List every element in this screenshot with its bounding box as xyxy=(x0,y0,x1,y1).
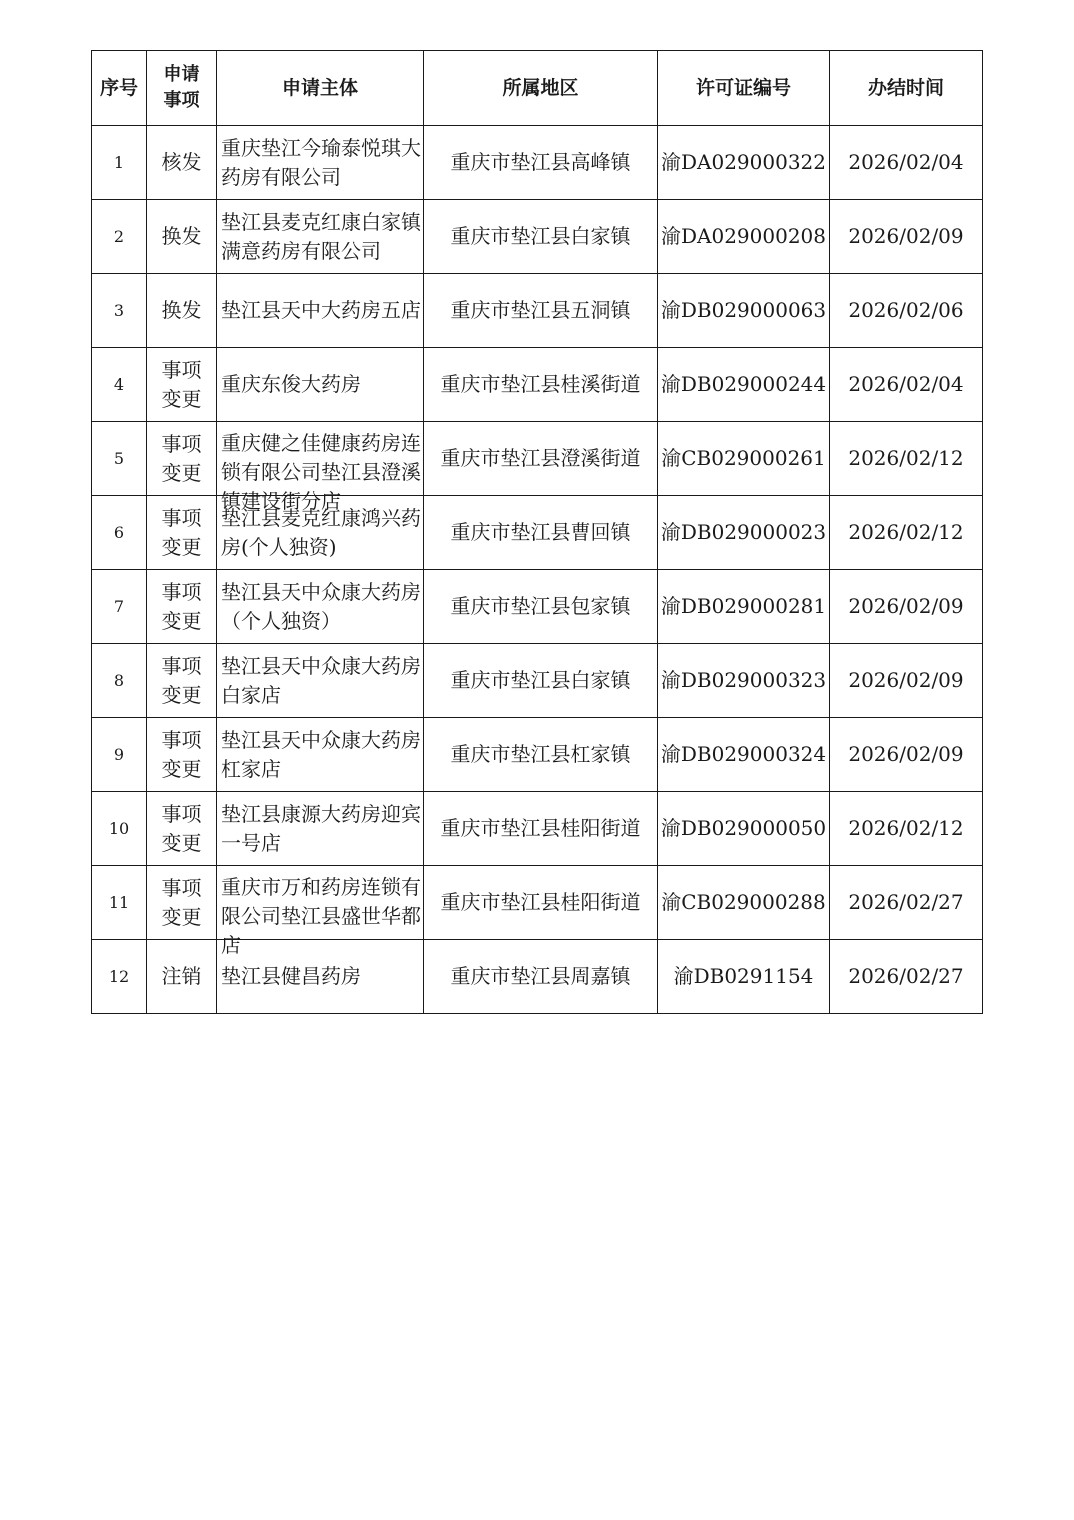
cell-item xyxy=(147,496,217,570)
cell-date: 2026/02/06 xyxy=(830,274,983,348)
cell-region: 重庆市垫江县包家镇 xyxy=(424,570,658,644)
cell-license: 渝DB029000324 xyxy=(658,718,830,792)
cell-entity xyxy=(217,792,424,866)
cell-entity xyxy=(217,200,424,274)
cell-entity-text: 垫江县天中众康大药房（个人独资） xyxy=(221,579,421,633)
cell-item-text: 事项变更 xyxy=(161,875,202,929)
cell-entity xyxy=(217,718,424,792)
cell-item-text: 事项变更 xyxy=(161,505,202,559)
cell-item xyxy=(147,200,217,274)
cell-entity-text: 重庆市万和药房连锁有限公司垫江县盛世华都店 xyxy=(221,874,421,957)
header-entity: 申请主体 xyxy=(217,51,424,126)
cell-item-text: 事项变更 xyxy=(161,801,202,855)
cell-item-text: 事项变更 xyxy=(161,653,202,707)
cell-entity xyxy=(217,274,424,348)
cell-item-text: 注销 xyxy=(161,964,202,988)
cell-item xyxy=(147,866,217,940)
cell-region: 重庆市垫江县曹回镇 xyxy=(424,496,658,570)
cell-no: 8 xyxy=(92,644,147,718)
cell-item-text: 事项变更 xyxy=(161,357,202,411)
cell-item-text: 核发 xyxy=(161,150,202,174)
cell-license: 渝DB029000023 xyxy=(658,496,830,570)
cell-date: 2026/02/12 xyxy=(830,496,983,570)
cell-no: 1 xyxy=(92,126,147,200)
cell-date: 2026/02/09 xyxy=(830,644,983,718)
cell-entity-text: 垫江县麦克红康白家镇满意药房有限公司 xyxy=(221,209,421,263)
cell-entity xyxy=(217,940,424,1014)
table-row xyxy=(92,422,983,496)
cell-entity-text: 垫江县天中大药房五店 xyxy=(221,298,421,322)
table-row xyxy=(92,792,983,866)
cell-entity-text: 重庆健之佳健康药房连锁有限公司垫江县澄溪镇建设街分店 xyxy=(221,430,421,513)
cell-region: 重庆市垫江县周嘉镇 xyxy=(424,940,658,1014)
cell-entity xyxy=(217,496,424,570)
cell-entity-text: 重庆东俊大药房 xyxy=(221,372,361,396)
cell-region: 重庆市垫江县桂溪街道 xyxy=(424,348,658,422)
cell-region: 重庆市垫江县桂阳街道 xyxy=(424,866,658,940)
cell-date: 2026/02/12 xyxy=(830,422,983,496)
header-item-label: 申请事项 xyxy=(163,64,200,111)
cell-entity xyxy=(217,126,424,200)
cell-region: 重庆市垫江县杠家镇 xyxy=(424,718,658,792)
cell-item-text: 事项变更 xyxy=(161,431,202,485)
cell-region: 重庆市垫江县高峰镇 xyxy=(424,126,658,200)
table-row xyxy=(92,496,983,570)
cell-entity-text: 垫江县康源大药房迎宾一号店 xyxy=(221,801,421,855)
table-row xyxy=(92,126,983,200)
cell-region: 重庆市垫江县五洞镇 xyxy=(424,274,658,348)
cell-license: 渝DA029000322 xyxy=(658,126,830,200)
cell-item xyxy=(147,348,217,422)
cell-item-text: 换发 xyxy=(161,298,202,322)
license-table xyxy=(91,50,983,1014)
cell-entity-text: 垫江县天中众康大药房杠家店 xyxy=(221,727,421,781)
cell-entity-text: 重庆垫江今瑜泰悦琪大药房有限公司 xyxy=(221,135,421,189)
cell-item xyxy=(147,644,217,718)
cell-item xyxy=(147,274,217,348)
table-row xyxy=(92,866,983,940)
cell-license: 渝CB029000288 xyxy=(658,866,830,940)
cell-item xyxy=(147,792,217,866)
cell-license: 渝DB029000063 xyxy=(658,274,830,348)
table-row xyxy=(92,200,983,274)
cell-date: 2026/02/27 xyxy=(830,940,983,1014)
cell-license: 渝DB029000244 xyxy=(658,348,830,422)
cell-date: 2026/02/27 xyxy=(830,866,983,940)
cell-entity xyxy=(217,348,424,422)
cell-entity xyxy=(217,422,424,513)
cell-license: 渝DB0291154 xyxy=(658,940,830,1014)
cell-date: 2026/02/09 xyxy=(830,570,983,644)
header-license: 许可证编号 xyxy=(658,51,830,126)
table-header xyxy=(92,51,983,126)
cell-no: 2 xyxy=(92,200,147,274)
cell-no: 5 xyxy=(92,422,147,496)
cell-date: 2026/02/04 xyxy=(830,126,983,200)
cell-entity xyxy=(217,644,424,718)
cell-date: 2026/02/04 xyxy=(830,348,983,422)
cell-item-text: 换发 xyxy=(161,224,202,248)
cell-no: 4 xyxy=(92,348,147,422)
cell-date: 2026/02/12 xyxy=(830,792,983,866)
cell-no: 7 xyxy=(92,570,147,644)
table-body xyxy=(92,126,983,1014)
cell-license: 渝CB029000261 xyxy=(658,422,830,496)
cell-region: 重庆市垫江县白家镇 xyxy=(424,644,658,718)
cell-no: 12 xyxy=(92,940,147,1014)
header-item xyxy=(147,51,217,126)
cell-license: 渝DB029000050 xyxy=(658,792,830,866)
cell-item-text: 事项变更 xyxy=(161,579,202,633)
table-row xyxy=(92,274,983,348)
table-row xyxy=(92,570,983,644)
cell-region: 重庆市垫江县澄溪街道 xyxy=(424,422,658,496)
cell-entity-text: 垫江县麦克红康鸿兴药房(个人独资) xyxy=(221,505,421,559)
cell-entity-text: 垫江县健昌药房 xyxy=(221,964,361,988)
cell-entity xyxy=(217,866,424,957)
cell-item xyxy=(147,126,217,200)
table-row xyxy=(92,644,983,718)
cell-region: 重庆市垫江县白家镇 xyxy=(424,200,658,274)
cell-no: 3 xyxy=(92,274,147,348)
header-row xyxy=(92,51,983,126)
table-row xyxy=(92,718,983,792)
header-no: 序号 xyxy=(92,51,147,126)
cell-item xyxy=(147,570,217,644)
cell-no: 6 xyxy=(92,496,147,570)
cell-item xyxy=(147,940,217,1014)
header-region: 所属地区 xyxy=(424,51,658,126)
cell-date: 2026/02/09 xyxy=(830,200,983,274)
cell-no: 9 xyxy=(92,718,147,792)
table-row xyxy=(92,348,983,422)
cell-license: 渝DB029000281 xyxy=(658,570,830,644)
cell-entity-text: 垫江县天中众康大药房白家店 xyxy=(221,653,421,707)
cell-no: 10 xyxy=(92,792,147,866)
cell-item xyxy=(147,422,217,496)
cell-region: 重庆市垫江县桂阳街道 xyxy=(424,792,658,866)
cell-license: 渝DA029000208 xyxy=(658,200,830,274)
cell-date: 2026/02/09 xyxy=(830,718,983,792)
cell-item-text: 事项变更 xyxy=(161,727,202,781)
header-date: 办结时间 xyxy=(830,51,983,126)
cell-license: 渝DB029000323 xyxy=(658,644,830,718)
cell-entity xyxy=(217,570,424,644)
cell-item xyxy=(147,718,217,792)
cell-no: 11 xyxy=(92,866,147,940)
